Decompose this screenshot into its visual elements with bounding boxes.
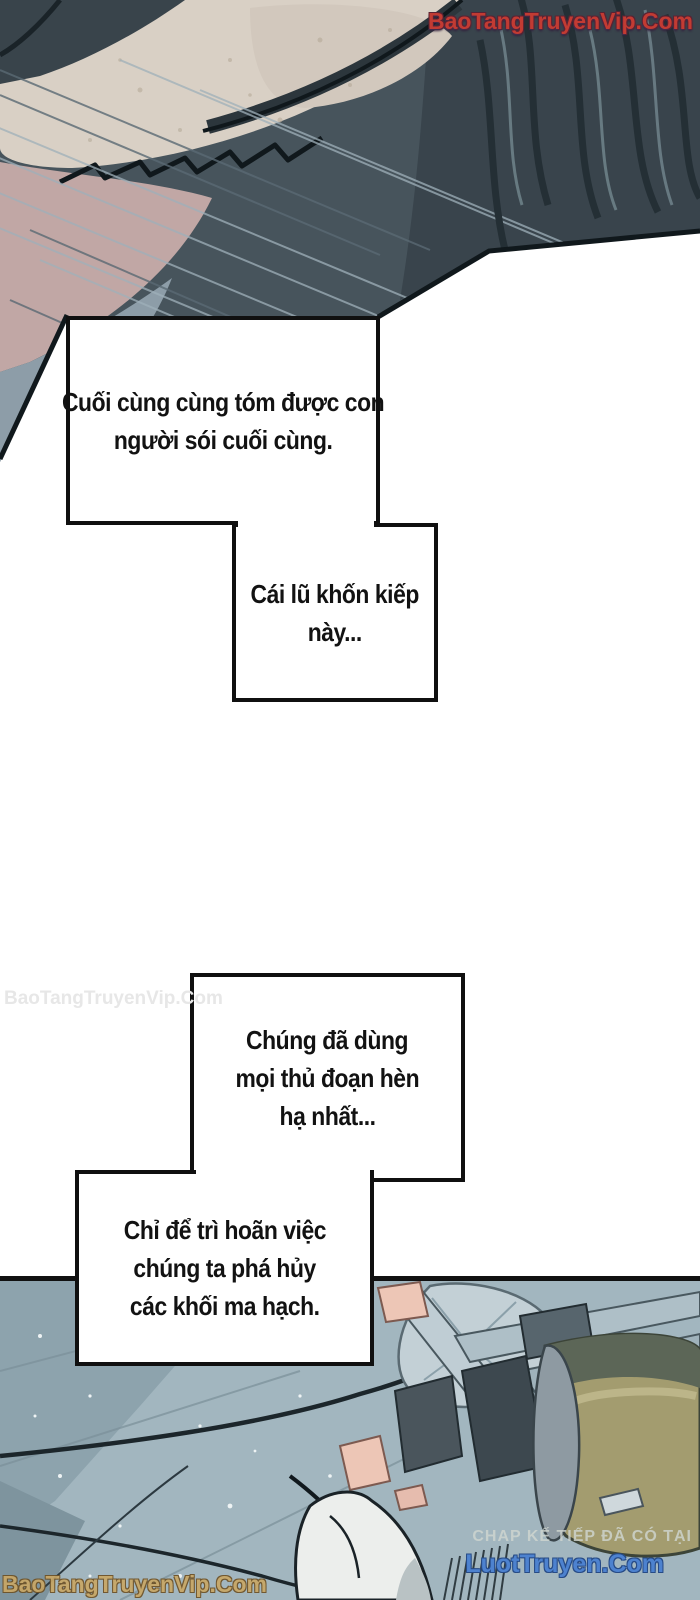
dialogue-line: Cuối cùng cùng tóm được con bbox=[61, 386, 385, 417]
watermark-next-chapter-note: CHAP KẾ TIẾP ĐÃ CÓ TẠI bbox=[472, 1528, 692, 1545]
pink-block-1 bbox=[378, 1282, 428, 1322]
dialogue-line: các khối ma hạch. bbox=[129, 1291, 320, 1321]
dialogue-line: người sói cuối cùng. bbox=[113, 424, 333, 455]
watermark-top-right: BaoTangTruyenVip.Com bbox=[428, 8, 693, 34]
speech-bubble-3-text bbox=[194, 977, 461, 1178]
speech-bubble-4-text bbox=[79, 1174, 370, 1362]
dialogue-line: hạ nhất... bbox=[279, 1100, 376, 1131]
dialogue-line: Cái lũ khốn kiếp bbox=[250, 578, 420, 609]
watermark-luottruyen: LuotTruyen.Com bbox=[465, 1550, 664, 1578]
speech-bubble-2-text bbox=[236, 527, 434, 698]
dark-block-1 bbox=[395, 1376, 462, 1472]
dialogue-line: Chỉ để trì hoãn việc bbox=[123, 1215, 326, 1245]
watermark-mid-left: BaoTangTruyenVip.Com bbox=[4, 988, 223, 1009]
dialogue-line: Chúng đã dùng bbox=[246, 1024, 409, 1055]
dialogue-line: mọi thủ đoạn hèn bbox=[235, 1062, 420, 1093]
dialogue-line: này... bbox=[307, 616, 363, 647]
pink-block-2 bbox=[340, 1436, 390, 1490]
watermark-bottom-left: BaoTangTruyenVip.Com bbox=[2, 1571, 267, 1597]
fur-mass bbox=[400, 0, 700, 300]
speech-bubble-1-text bbox=[61, 320, 385, 521]
dialogue-line: chúng ta phá hủy bbox=[133, 1253, 316, 1283]
